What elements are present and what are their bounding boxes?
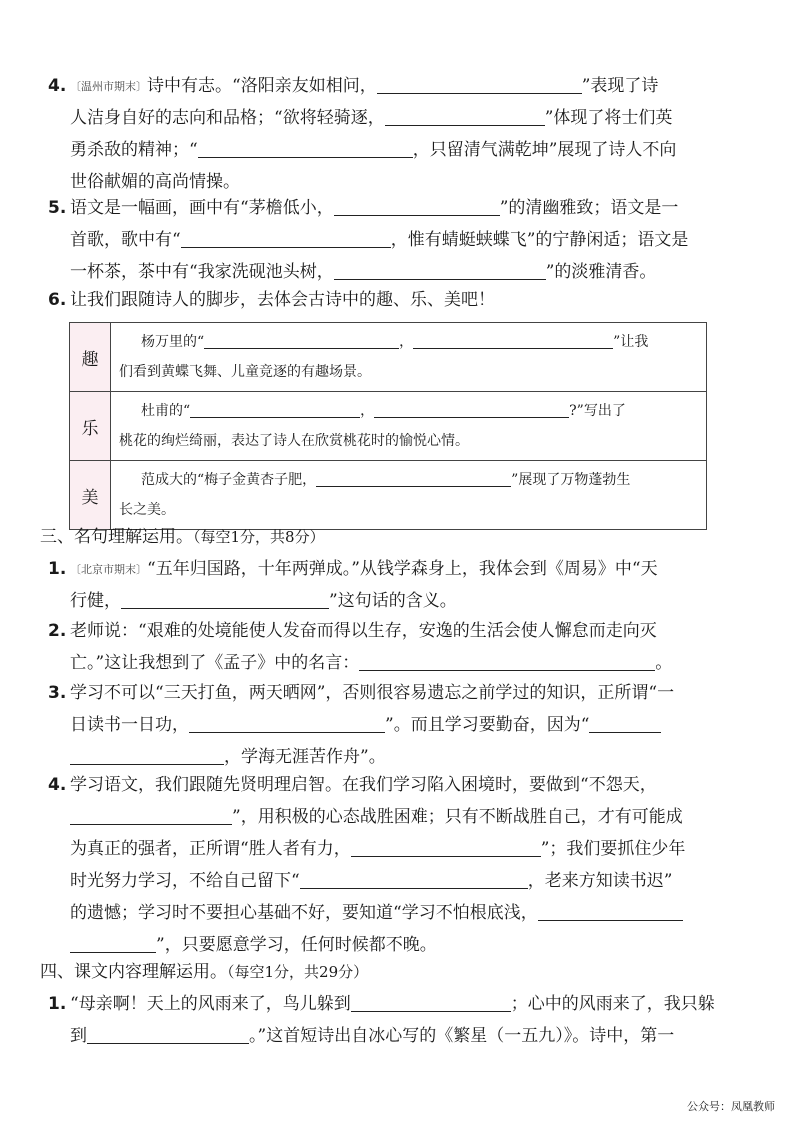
answer-blank[interactable] — [351, 991, 511, 1012]
answer-blank[interactable] — [316, 468, 511, 487]
question-5: 5. 语文是一幅画，画中有“茅檐低小， ”的清幽雅致；语文是一 首歌，歌中有“ ，惟有蜻蜓蛱蝶飞”的宁静闲适；语文是 一杯茶，茶中有“我家洗砚池头树， ”的淡雅清香。 — [48, 192, 716, 288]
answer-blank[interactable] — [385, 105, 545, 126]
answer-blank[interactable] — [87, 1023, 249, 1044]
section-4-heading: 四、课文内容理解运用。（每空1分，共29分） — [40, 962, 369, 982]
answer-blank[interactable] — [334, 259, 546, 280]
question-number: 1. — [48, 559, 67, 579]
answer-blank[interactable] — [70, 744, 224, 765]
answer-blank[interactable] — [359, 650, 655, 671]
footer-watermark: 公众号：凤凰教师 — [687, 1100, 775, 1113]
row-label: 美 — [70, 461, 111, 530]
row-label: 乐 — [70, 392, 111, 461]
answer-blank[interactable] — [190, 399, 360, 418]
question-4: 4. 〔温州市期末〕诗中有志。“洛阳亲友如相问， ”表现了诗 人洁身自好的志向和品格；“欲将轻骑逐， ”体现了将士们英 勇杀敌的精神；“ ，只留清气满乾坤”展现了诗人不向 世俗献媚的高尚情操。 — [48, 70, 716, 198]
section-4-question-1: 1. “母亲啊！天上的风雨来了，鸟儿躲到 ；心中的风雨来了，我只躲 到 。”这首短诗出自冰心写的《繁星（一五九）》。诗中，第一 — [48, 988, 716, 1052]
section-3-question-4: 4. 学习语文，我们跟随先贤明理启智。在我们学习陷入困境时，要做到“不怨天， ”，用积极的心态战胜困难；只有不断战胜自己，才有可能成 为真正的强者，正所谓“胜人者有力， ”；我们要抓住少年 时光努力学习，不给自己留下“ ，老来方知读书迟” 的遗憾；学习时不要担心基础不好，要知道“学习不怕根底浅， ”，只要愿意学习，任何时候都不晚。 — [48, 769, 716, 961]
question-number: 1. — [48, 994, 67, 1014]
section-3-question-1: 1. 〔北京市期末〕“五年归国路，十年两弹成。”从钱学森身上，我体会到《周易》中“天 行健， ”这句话的含义。 — [48, 553, 716, 617]
answer-blank[interactable] — [413, 330, 613, 349]
table-row: 美 范成大的“梅子金黄杏子肥， ”展现了万物蓬勃生 长之美。 — [70, 461, 707, 530]
section-3-question-3: 3. 学习不可以“三天打鱼，两天晒网”，否则很容易遗忘之前学过的知识，正所谓“一 日读书一日功， ”。而且学习要勤奋，因为“ ，学海无涯苦作舟”。 — [48, 677, 716, 773]
answer-blank[interactable] — [377, 73, 582, 94]
table-row: 乐 杜甫的“ ， ?”写出了 桃花的绚烂绮丽，表达了诗人在欣赏桃花时的愉悦心情。 — [70, 392, 707, 461]
answer-blank[interactable] — [189, 712, 385, 733]
answer-blank[interactable] — [70, 932, 156, 953]
answer-blank[interactable] — [198, 137, 413, 158]
answer-blank[interactable] — [351, 836, 541, 857]
section-3-heading: 三、名句理解运用。（每空1分，共8分） — [40, 527, 325, 547]
answer-blank[interactable] — [538, 900, 683, 921]
question-number: 3. — [48, 683, 67, 703]
answer-blank[interactable] — [70, 804, 232, 825]
answer-blank[interactable] — [300, 868, 528, 889]
answer-blank[interactable] — [334, 195, 500, 216]
question-6: 6. 让我们跟随诗人的脚步，去体会古诗中的趣、乐、美吧！ — [48, 284, 716, 316]
question-number: 5. — [48, 198, 67, 218]
question-number: 4. — [48, 775, 67, 795]
answer-blank[interactable] — [181, 227, 391, 248]
section-3-question-2: 2. 老师说：“艰难的处境能使人发奋而得以生存，安逸的生活会使人懈怠而走向灭 亡。”这让我想到了《孟子》中的名言： 。 — [48, 615, 716, 679]
source-tag: 〔温州市期末〕 — [70, 80, 147, 93]
answer-blank[interactable] — [204, 330, 399, 349]
question-number: 2. — [48, 621, 67, 641]
table-row: 趣 杨万里的“ ， ”让我 们看到黄蝶飞舞、儿童竞逐的有趣场景。 — [70, 323, 707, 392]
answer-blank[interactable] — [589, 712, 661, 733]
question-number: 4. — [48, 76, 67, 96]
row-label: 趣 — [70, 323, 111, 392]
answer-blank[interactable] — [374, 399, 569, 418]
source-tag: 〔北京市期末〕 — [70, 563, 147, 576]
answer-blank[interactable] — [121, 588, 329, 609]
question-number: 6. — [48, 290, 67, 310]
poetry-table — [69, 322, 707, 530]
